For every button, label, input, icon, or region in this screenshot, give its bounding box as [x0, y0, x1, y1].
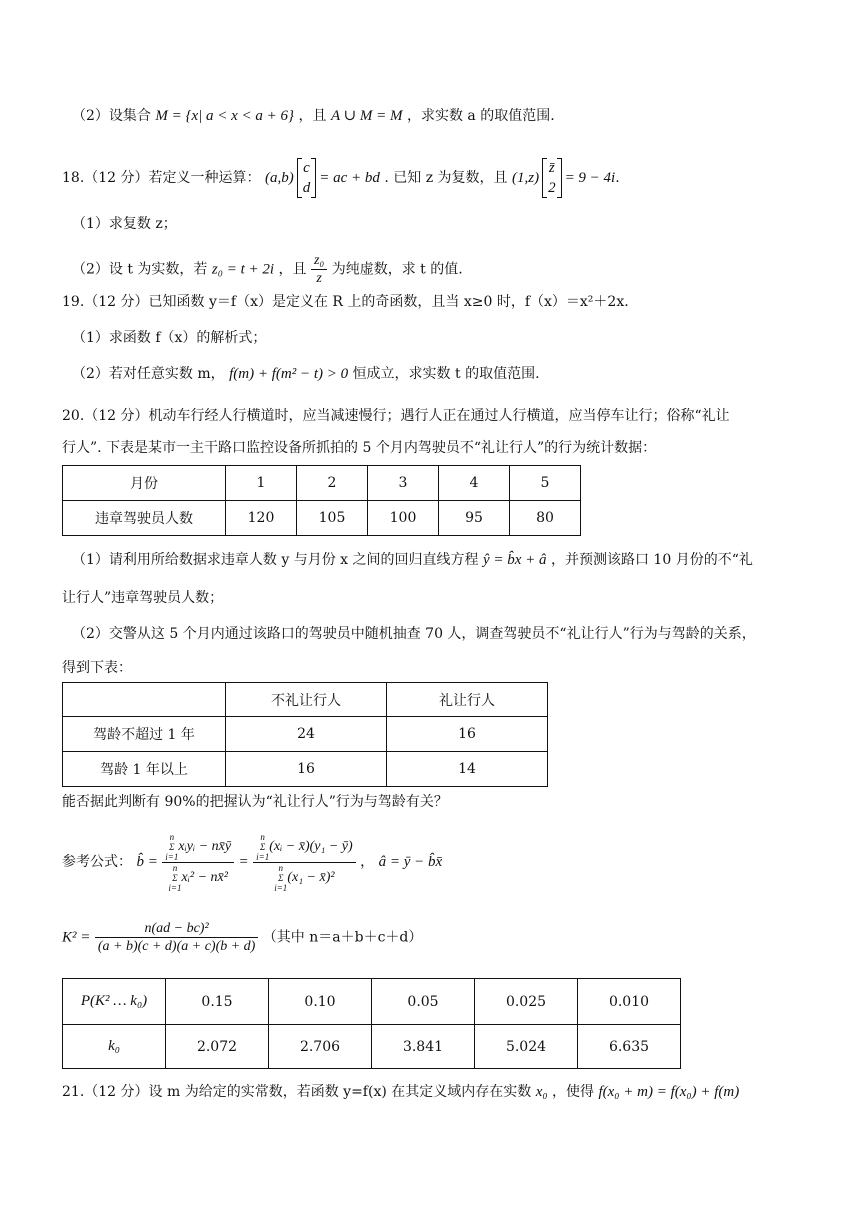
table-cell: 14	[387, 752, 548, 787]
table-cell: 0.10	[269, 979, 372, 1025]
table-cell: 0.025	[475, 979, 578, 1025]
q18-part2: （2）设 t 为实数，若 z₀ = t + 2i ，且 $\frac{\text{z₀}}{z}$ 为纯虚数，求 t 的值.	[72, 253, 463, 286]
q21-stem: 21.（12 分）设 m 为给定的实常数，若函数 y=f(x) 在其定义域内存在实数 x₀ ，使得 f(x₀ + m) = f(x₀) + f(m)	[62, 1084, 740, 1100]
table-cell: 3	[368, 466, 439, 501]
table-header-cell: 驾龄不超过 1 年	[63, 717, 226, 752]
regression-formula: 参考公式： b̂ = n Σ i=1xᵢyᵢ − nx̄ȳ n Σ i=1xᵢ² − nx̄² = n Σ i=1(xᵢ − x̄)(y₁ − ȳ) n Σ i=1(x₁ − x̄)² ， â = ȳ − b̂x̄	[62, 832, 443, 893]
table-row	[63, 979, 681, 1025]
union-condition: A ∪ M = M	[330, 108, 403, 124]
table-cell: 4	[439, 466, 510, 501]
q20-question: 能否据此判断有 90%的把握认为“礼让行人”行为与驾龄有关？	[62, 794, 448, 810]
table-header-cell: k₀	[63, 1025, 166, 1069]
table-cell: 0.05	[372, 979, 475, 1025]
inequality: f(m) + f(m² − t) > 0	[229, 366, 349, 382]
set-m-definition: M = {x| a < x < a + 6}	[155, 108, 295, 124]
table-cell: 6.635	[578, 1025, 681, 1069]
table-header-cell	[63, 683, 226, 717]
table-cell: 5.024	[475, 1025, 578, 1069]
critical-value-table	[62, 978, 681, 1069]
contingency-table	[62, 682, 548, 787]
q19-part2: （2）若对任意实数 m， f(m) + f(m² − t) > 0 恒成立，求实数 t 的取值范围.	[72, 366, 540, 382]
table-cell: 80	[510, 501, 581, 536]
table-header-cell: 礼让行人	[387, 683, 548, 717]
table-cell: 0.010	[578, 979, 681, 1025]
table-cell: 95	[439, 501, 510, 536]
violation-table	[62, 465, 581, 536]
table-cell: 2.706	[269, 1025, 372, 1069]
functional-equation: f(x₀ + m) = f(x₀) + f(m)	[598, 1084, 740, 1100]
table-cell: 0.15	[166, 979, 269, 1025]
k-squared-fraction: $\frac{\text{n(ad − bc)²}}{(a + b)(c + d)(a + c)(b + d)}$	[95, 920, 259, 955]
table-row	[63, 717, 548, 752]
table-row	[63, 501, 581, 536]
q20-stem-line2: 行人”. 下表是某市一主干路口监控设备所抓拍的 5 个月内驾驶员不“礼让行人”的行为统计数据：	[62, 440, 657, 456]
table-cell: 16	[387, 717, 548, 752]
q20-part1-line2: 让行人”违章驾驶员人数；	[62, 590, 224, 606]
b-hat-fraction-1: n Σ i=1xᵢyᵢ − nx̄ȳ n Σ i=1xᵢ² − nx̄²	[162, 832, 234, 893]
table-header-cell: P(K² … k₀)	[63, 979, 166, 1025]
q18-part1: （1）求复数 z；	[72, 216, 177, 232]
table-row	[63, 466, 581, 501]
table-cell: 2.072	[166, 1025, 269, 1069]
table-cell: 2	[297, 466, 368, 501]
table-cell: 105	[297, 501, 368, 536]
q19-part1: （1）求函数 f（x）的解析式；	[72, 330, 267, 346]
table-header-cell: 不礼让行人	[226, 683, 387, 717]
q20-stem-line1: 20.（12 分）机动车行经人行横道时，应当减速慢行；遇行人正在通过人行横道，应当停车让行；俗称“礼让	[62, 408, 730, 424]
table-cell: 24	[226, 717, 387, 752]
table-cell: 5	[510, 466, 581, 501]
table-cell: 100	[368, 501, 439, 536]
q19-stem: 19.（12 分）已知函数 y＝f（x）是定义在 R 上的奇函数，且当 x≥0 时，f（x）＝x²＋2x.	[62, 294, 629, 310]
regression-equation: ŷ = b̂x + â	[482, 552, 547, 568]
given-matrix: z̄ 2	[542, 158, 562, 198]
table-cell: 120	[226, 501, 297, 536]
q17-part2: （2）设集合 M = {x| a < x < a + 6} ，且 A ∪ M = M ，求实数 a 的取值范围.	[72, 108, 555, 124]
q18-stem: 18.（12 分）若定义一种运算： (a,b)c d= ac + bd . 已知 z 为复数，且 (1,z)z̄ 2= 9 − 4i.	[62, 160, 620, 196]
table-row	[63, 683, 548, 717]
table-header-cell: 驾龄 1 年以上	[63, 752, 226, 787]
a-hat-formula: â = ȳ − b̂x̄	[378, 854, 443, 870]
table-row	[63, 752, 548, 787]
q20-part2-line2: 得到下表：	[62, 660, 132, 676]
table-cell: 16	[226, 752, 387, 787]
table-row	[63, 1025, 681, 1069]
table-header-cell: 月份	[63, 466, 226, 501]
b-hat-fraction-2: n Σ i=1(xᵢ − x̄)(y₁ − ȳ) n Σ i=1(x₁ − x̄)²	[253, 832, 356, 893]
q20-part1-line1: （1）请利用所给数据求违章人数 y 与月份 x 之间的回归直线方程 ŷ = b̂x + â ，并预测该路口 10 月份的不“礼	[72, 552, 753, 568]
op-matrix: c d	[297, 158, 317, 198]
table-cell: 3.841	[372, 1025, 475, 1069]
q20-part2-line1: （2）交警从这 5 个月内通过该路口的驾驶员中随机抽查 70 人，调查驾驶员不“礼让行人”行为与驾龄的关系，	[72, 626, 756, 642]
table-header-cell: 违章驾驶员人数	[63, 501, 226, 536]
k-squared-formula: K² = $\frac{\text{n(ad − bc)²}}{(a + b)(c + d)(a + c)(b + d)}$ （其中 n＝a＋b＋c＋d）	[62, 921, 423, 954]
table-cell: 1	[226, 466, 297, 501]
z0-over-z: $\frac{\text{z₀}}{z}$	[311, 252, 327, 287]
